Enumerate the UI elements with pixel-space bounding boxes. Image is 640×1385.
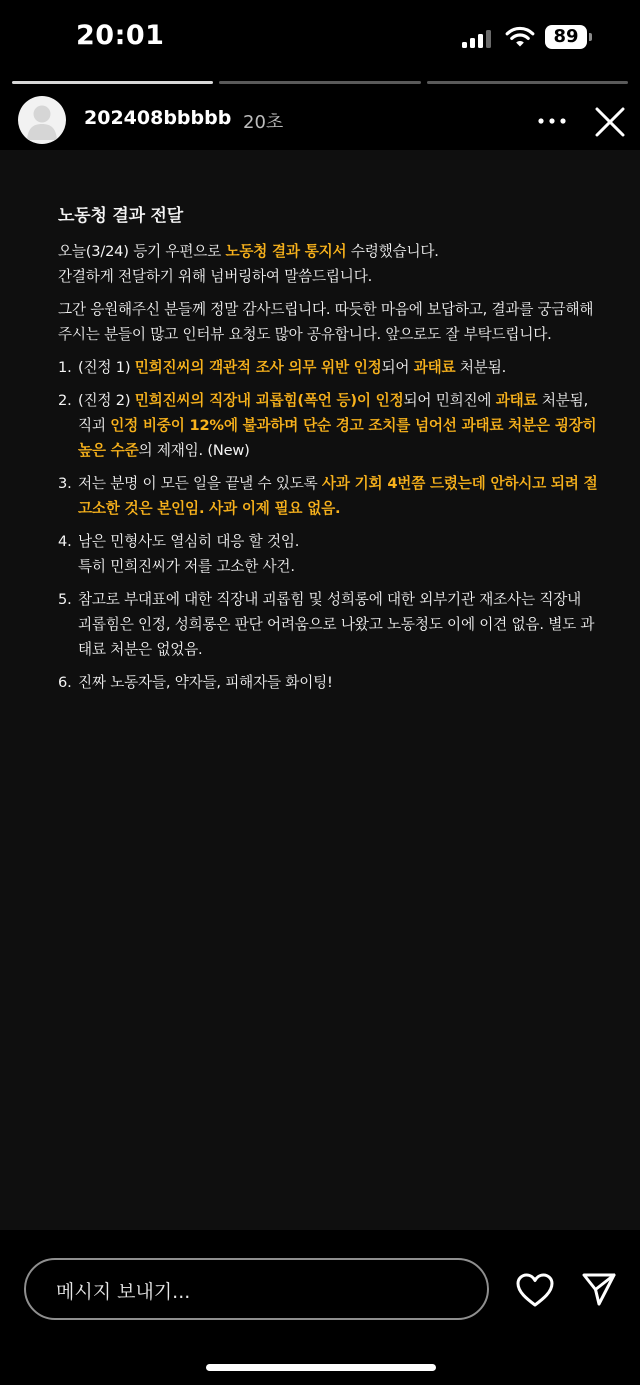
item-text	[78, 587, 598, 662]
story-progress	[12, 81, 628, 84]
notice-items	[58, 355, 598, 695]
notice-title: 노동청 결과 전달	[58, 206, 183, 226]
home-indicator	[206, 1364, 436, 1371]
notice-item	[58, 587, 598, 662]
item-number: 1.	[58, 359, 72, 376]
item-text	[78, 355, 598, 380]
send-icon[interactable]	[580, 1270, 618, 1308]
highlighted-text: 과태료	[413, 359, 456, 376]
text-run: 처분됨.	[455, 359, 507, 376]
highlighted-text: 인정 비중이 12%에 불과하며 단순 경고 조치를 넘어선 과태료 처분은 굉장히 높은 수준	[78, 417, 597, 459]
default-avatar-icon	[18, 96, 66, 144]
message-placeholder: 메시지 보내기...	[56, 1281, 191, 1303]
cellular-signal-icon	[462, 30, 494, 48]
item-number: 5.	[58, 591, 72, 608]
text-run: 수령했습니다.	[346, 243, 439, 260]
notice-item	[58, 471, 598, 521]
message-input[interactable]	[24, 1258, 489, 1320]
text-run: 참고로 부대표에 대한 직장내 괴롭힘 및 성희롱에 대한 외부기관 재조사는 직장내 괴롭힘은 인정, 성희롱은 판단 어려움으로 나왔고 노동청도 이에 이견 없음. 별도 과태료 처분은 없었음.	[78, 591, 595, 658]
notice-item	[58, 355, 598, 380]
highlighted-text: 민희진씨의 직장내 괴롭힘(폭언 등)이 인정	[134, 392, 404, 409]
progress-segment	[12, 81, 213, 84]
notice-item	[58, 388, 598, 463]
text-run: 간결하게 전달하기 위해 넘버링하여 말씀드립니다.	[58, 268, 373, 285]
battery-nub	[589, 33, 592, 41]
status-time: 20:01	[76, 20, 165, 51]
progress-segment	[219, 81, 420, 84]
battery-icon: 89	[545, 25, 587, 49]
username[interactable]: 202408bbbbb	[84, 107, 232, 129]
text-run: 의 제재임. (New)	[138, 442, 250, 459]
highlighted-text: 노동청 결과 통지서	[225, 243, 347, 260]
text-run: (진정 1)	[78, 359, 135, 376]
close-icon[interactable]	[592, 104, 628, 140]
story-header	[0, 96, 640, 146]
notice-text	[58, 204, 598, 703]
item-number: 3.	[58, 475, 72, 492]
post-time: 20초	[243, 112, 284, 133]
notice-intro-2	[58, 297, 598, 347]
item-text	[78, 471, 598, 521]
avatar[interactable]	[18, 96, 66, 144]
notice-item	[58, 670, 598, 695]
item-text	[78, 388, 598, 463]
text-run: 남은 민형사도 열심히 대응 할 것임.	[78, 533, 300, 550]
progress-segment	[427, 81, 628, 84]
heart-icon[interactable]	[515, 1272, 555, 1308]
text-run: (진정 2)	[78, 392, 135, 409]
notice-item	[58, 529, 598, 579]
text-run: 진짜 노동자들, 약자들, 피해자들 화이팅!	[78, 674, 333, 691]
text-run: 저는 분명 이 모든 일을 끝낼 수 있도록	[78, 475, 322, 492]
text-run: 그간 응원해주신 분들께 정말 감사드립니다. 따듯한 마음에 보답하고, 결과를 궁금해해주시는 분들이 많고 인터뷰 요청도 많아 공유합니다. 앞으로도 잘 부탁드립니다.	[58, 301, 594, 343]
text-run: 특히 민희진씨가 저를 고소한 사건.	[78, 558, 295, 575]
highlighted-text: 사과 기회 4번쯤 드렸는데 안하시고 되려 절 고소한 것은 본인임. 사과 이제 필요 없음.	[78, 475, 598, 517]
more-options-icon[interactable]	[534, 106, 570, 136]
highlighted-text: 민희진씨의 객관적 조사 의무 위반 인정	[134, 359, 382, 376]
text-run: 되어	[381, 359, 414, 376]
text-run: 되어 민희진에	[403, 392, 496, 409]
notice-intro-1	[58, 239, 598, 289]
wifi-icon	[505, 26, 535, 48]
status-bar	[0, 0, 640, 78]
item-number: 2.	[58, 392, 72, 409]
item-text	[78, 670, 598, 695]
item-number: 6.	[58, 674, 72, 691]
item-text	[78, 529, 598, 579]
highlighted-text: 과태료	[495, 392, 538, 409]
text-run: 처분됨, 직괴	[78, 392, 589, 434]
text-run: 오늘(3/24) 등기 우편으로	[58, 243, 226, 260]
item-number: 4.	[58, 533, 72, 550]
